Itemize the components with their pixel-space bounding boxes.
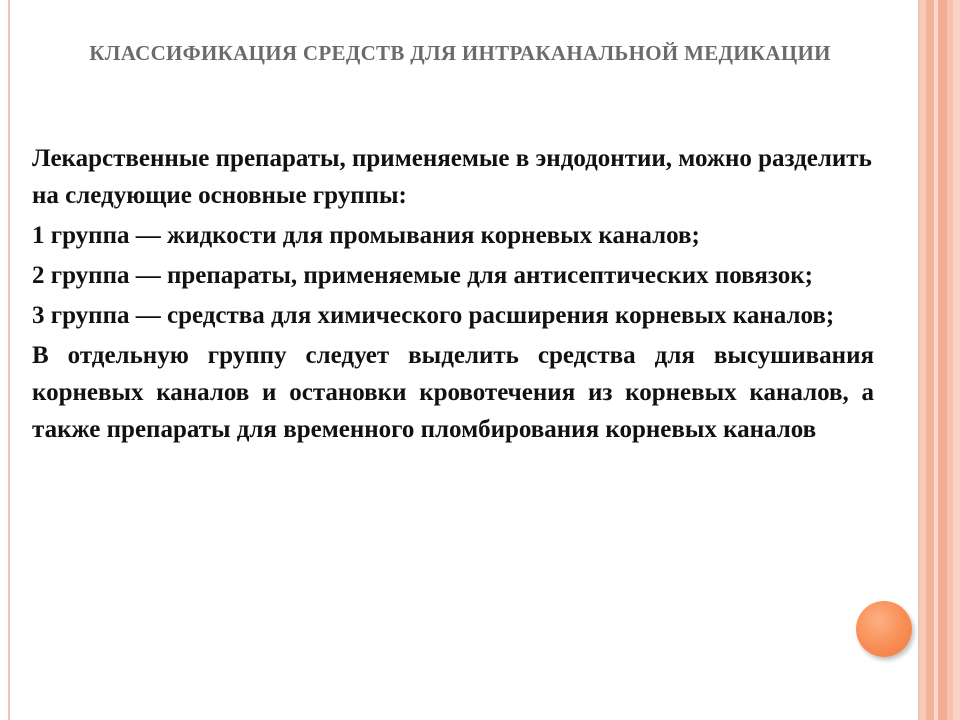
decorative-stripes (920, 0, 960, 720)
group-3-item: 3 группа — средства для химического расширения корневых каналов; (32, 302, 835, 329)
stripe (938, 0, 947, 720)
stripe (926, 0, 934, 720)
group-2-item: 2 группа — препараты, применяемые для антисептических повязок; (32, 262, 813, 289)
separate-group-paragraph: В отдельную группу следует выделить средства для высушивания корневых каналов и остановки кровотечения из корневых каналов, а также препараты для временного пломбирования корневых каналов (32, 342, 874, 443)
group-1-item: 1 группа — жидкости для промывания корневых каналов; (32, 222, 700, 249)
stripe (953, 0, 960, 720)
decorative-circle-icon (856, 601, 912, 657)
slide-title: КЛАССИФИКАЦИЯ СРЕДСТВ ДЛЯ ИНТРАКАНАЛЬНОЙ МЕДИКАЦИИ (89, 41, 831, 65)
slide-body (32, 140, 874, 451)
intro-paragraph: Лекарственные препараты, применяемые в эндодонтии, можно разделить на следующие основные группы: (32, 145, 872, 209)
